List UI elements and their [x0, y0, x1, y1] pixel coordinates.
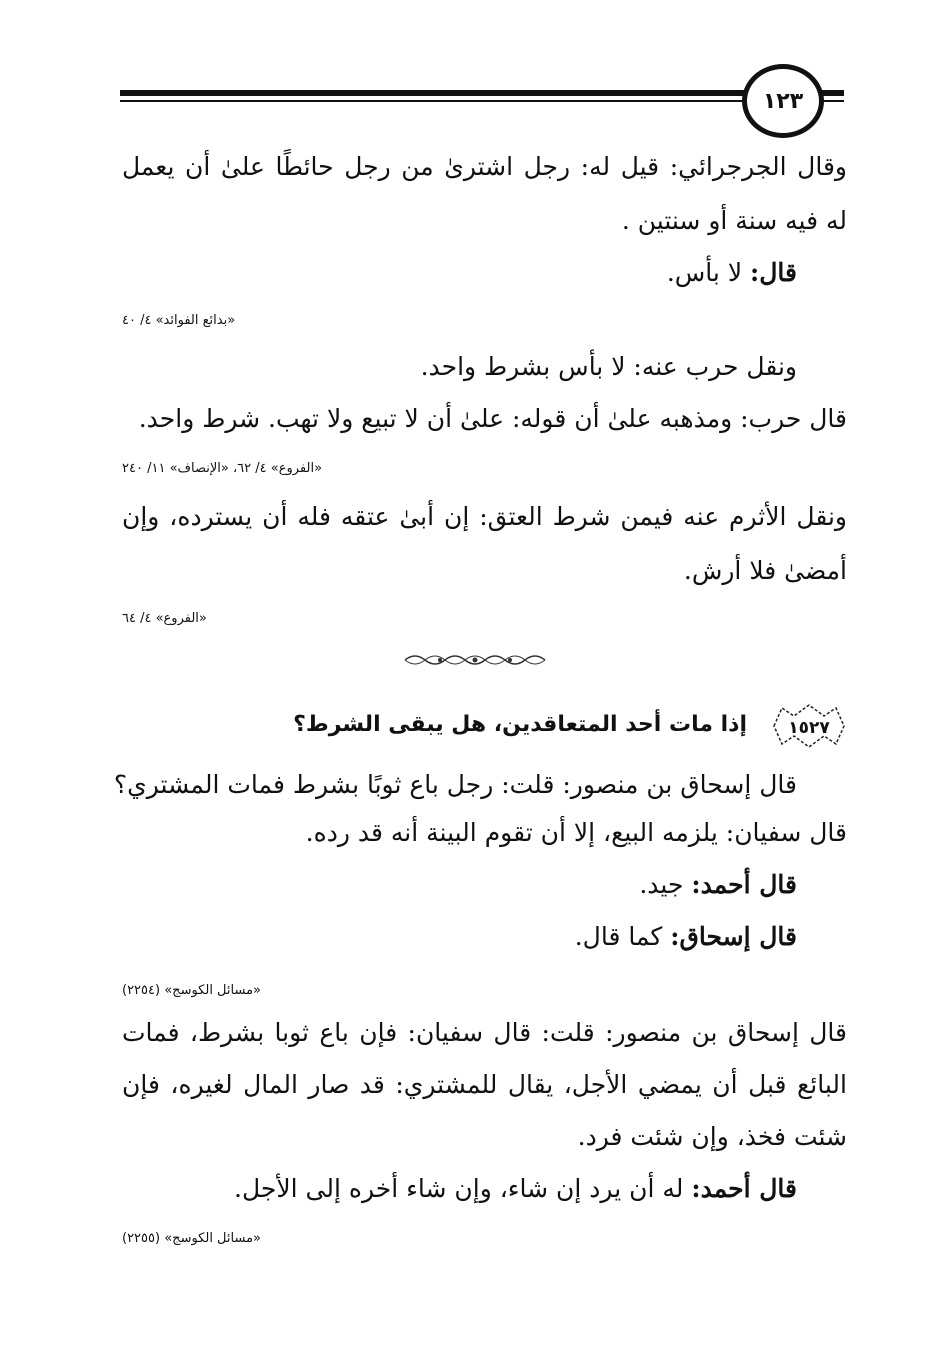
speaker-label: قال أحمد: [691, 1174, 797, 1203]
paragraph-line: ونقل حرب عنه: لا بأس بشرط واحد. [420, 352, 797, 381]
source-citation: «الفروع» ٤/ ٦٢، «الإنصاف» ١١/ ٢٤٠ [122, 461, 323, 476]
header-rule-thin [120, 100, 745, 102]
answer-text: كما قال. [574, 922, 671, 951]
section-number: ١٥٢٧ [788, 718, 830, 738]
speaker-label: قال: [750, 258, 797, 287]
source-citation: «مسائل الكوسج» (٢٢٥٤) [122, 983, 261, 998]
paragraph-line: له فيه سنة أو سنتين . [621, 206, 847, 235]
header-rule-thick [120, 90, 745, 96]
answer-line [575, 922, 797, 952]
badge-ornament-icon [770, 702, 848, 750]
paragraph-line: قال سفيان: يلزمه البيع، إلا أن تقوم البينة أنه قد رده. [305, 818, 847, 847]
section-heading: إذا مات أحد المتعاقدين، هل يبقى الشرط؟ [293, 712, 747, 737]
answer-line [639, 870, 797, 900]
page-number: ١٢٣ [742, 64, 824, 138]
speaker-label: قال أحمد: [691, 870, 797, 899]
paragraph-line: قال إسحاق بن منصور: قلت: قال سفيان: فإن باع ثوبا بشرط، فمات [122, 1018, 847, 1047]
paragraph-line: قال إسحاق بن منصور: قلت: رجل باع ثوبًا بشرط فمات المشتري؟ [113, 770, 797, 799]
paragraph-line: قال حرب: ومذهبه علىٰ أن قوله: علىٰ أن لا تبيع ولا تهب. شرط واحد. [138, 404, 847, 433]
source-citation: «بدائع الفوائد» ٤/ ٤٠ [122, 313, 236, 328]
section-number-badge [770, 702, 848, 750]
paragraph-line: أمضىٰ فلا أرش. [683, 556, 847, 585]
answer-text: لا بأس. [666, 258, 751, 287]
paragraph-line: ونقل الأثرم عنه فيمن شرط العتق: إن أبىٰ عتقه فله أن يسترده، وإن [122, 502, 847, 531]
source-citation: «مسائل الكوسج» (٢٢٥٥) [122, 1231, 261, 1246]
ornament-divider [400, 650, 550, 670]
speaker-label: قال إسحاق: [670, 922, 797, 951]
answer-line [667, 258, 797, 288]
source-citation: «الفروع» ٤/ ٦٤ [122, 611, 207, 626]
paragraph-line: البائع قبل أن يمضي الأجل، يقال للمشتري: قد صار المال لغيره، فإن [122, 1070, 847, 1099]
paragraph-line: شئت فخذ، وإن شئت فرد. [577, 1122, 847, 1151]
paragraph-line: وقال الجرجرائي: قيل له: رجل اشترىٰ من رجل حائطًا علىٰ أن يعمل [122, 152, 847, 181]
answer-line [234, 1174, 797, 1204]
answer-text: جيد. [639, 870, 692, 899]
answer-text: له أن يرد إن شاء، وإن شاء أخره إلى الأجل. [234, 1174, 692, 1203]
